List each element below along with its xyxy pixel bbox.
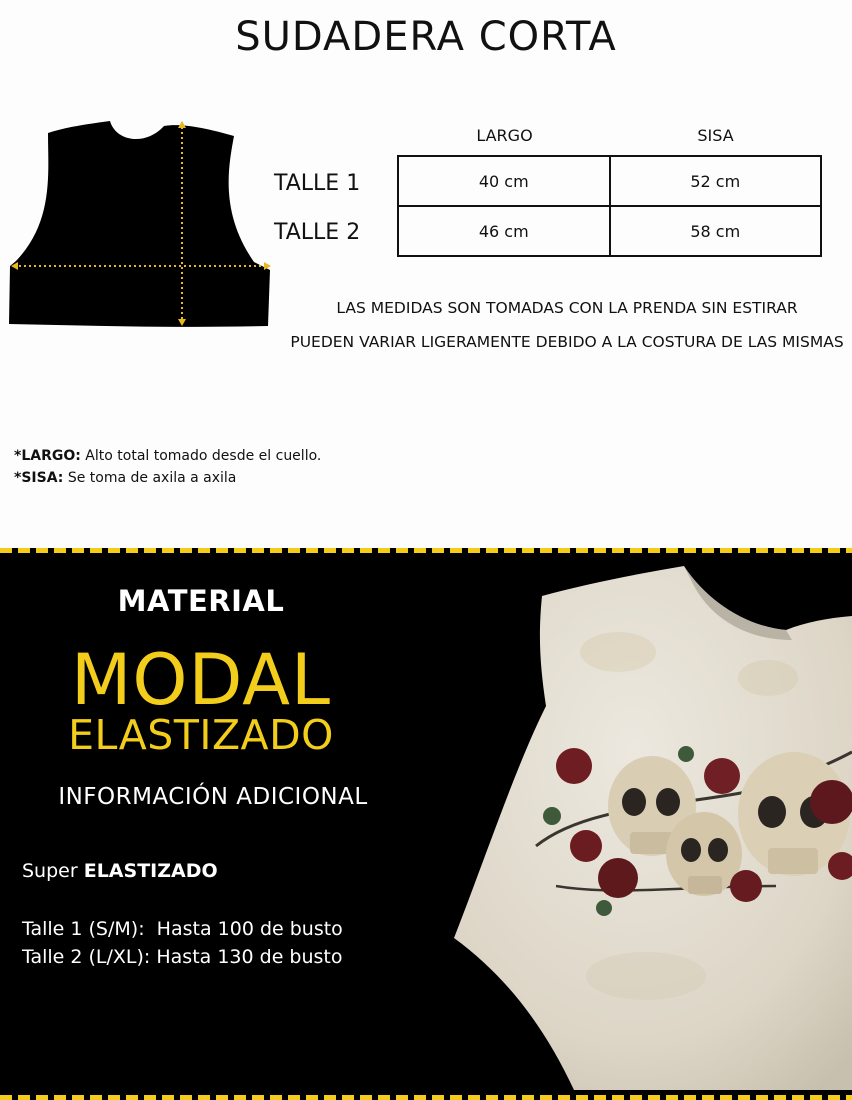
super-bold: ELASTIZADO <box>83 860 218 882</box>
row-label-talle-2: TALLE 2 <box>274 220 361 245</box>
column-header-largo: LARGO <box>476 126 533 145</box>
definition-sisa <box>14 467 321 489</box>
cell-talle1-largo: 40 cm <box>398 156 610 206</box>
table-row <box>398 156 821 206</box>
cell-talle1-sisa: 52 cm <box>610 156 822 206</box>
note-costura: PUEDEN VARIAR LIGERAMENTE DEBIDO A LA COSTURA DE LAS MISMAS <box>290 333 844 351</box>
talle-2-bust: Talle 2 (L/XL): Hasta 130 de busto <box>22 946 343 968</box>
talle-1-bust: Talle 1 (S/M): Hasta 100 de busto <box>22 918 343 940</box>
dashed-border-top <box>0 548 852 553</box>
row-label-talle-1: TALLE 1 <box>274 171 361 196</box>
table-row <box>398 206 821 256</box>
super-prefix: Super <box>22 860 84 882</box>
cell-talle2-largo: 46 cm <box>398 206 610 256</box>
additional-info-heading: INFORMACIÓN ADICIONAL <box>58 784 368 810</box>
definition-largo <box>14 445 321 467</box>
term-largo: *LARGO: <box>14 448 81 464</box>
note-sin-estirar: LAS MEDIDAS SON TOMADAS CON LA PRENDA SIN ESTIRAR <box>336 299 798 317</box>
dashed-border-bottom <box>0 1095 852 1100</box>
product-photo <box>446 556 852 1090</box>
cell-talle2-sisa: 58 cm <box>610 206 822 256</box>
page-title: SUDADERA CORTA <box>235 14 617 60</box>
column-header-sisa: SISA <box>697 126 734 145</box>
material-qualifier: ELASTIZADO <box>68 711 334 759</box>
definition-largo-text: Alto total tomado desde el cuello. <box>80 448 322 464</box>
material-heading: MATERIAL <box>117 584 285 618</box>
material-name: MODAL <box>70 639 332 721</box>
definitions <box>14 445 321 489</box>
definition-sisa-text: Se toma de axila a axila <box>63 470 237 486</box>
term-sisa: *SISA: <box>14 470 64 486</box>
size-table <box>397 155 822 257</box>
garment-measure-icon <box>6 118 272 330</box>
super-elastic-line <box>22 860 218 882</box>
material-section <box>0 548 852 1100</box>
size-guide-section <box>0 0 852 548</box>
